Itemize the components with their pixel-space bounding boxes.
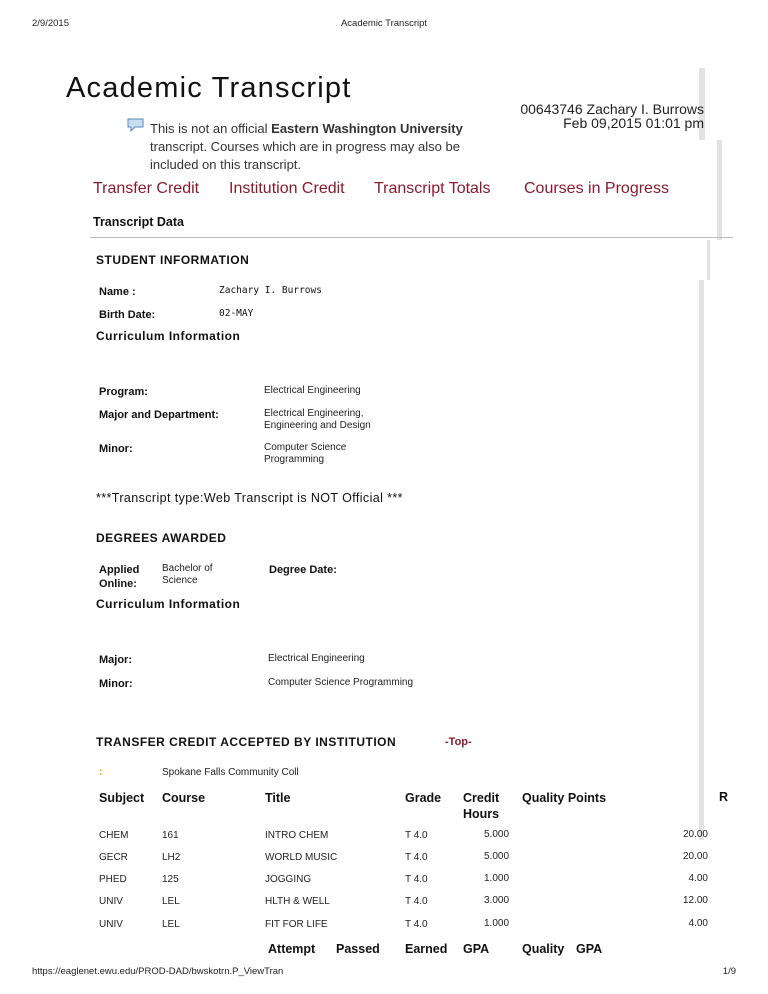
section-degrees-awarded: DEGREES AWARDED bbox=[96, 531, 227, 545]
table-row-credit: 5.000 bbox=[484, 851, 510, 862]
table-row-grade: T 4.0 bbox=[405, 919, 428, 930]
transcript-type: ***Transcript type:Web Transcript is NOT Official *** bbox=[96, 491, 403, 505]
col-course: Course bbox=[162, 791, 206, 805]
section-student-information: STUDENT INFORMATION bbox=[96, 253, 250, 267]
table-row-subject: UNIV bbox=[99, 919, 123, 930]
degree-date-label: Degree Date: bbox=[269, 564, 337, 576]
col-title: Title bbox=[265, 791, 291, 805]
col-credit-hours: Credit Hours bbox=[463, 791, 500, 821]
print-title: Academic Transcript bbox=[340, 18, 428, 29]
table-row-subject: CHEM bbox=[99, 830, 129, 841]
program-label: Program: bbox=[99, 386, 148, 398]
degree-minor-label: Minor: bbox=[99, 678, 133, 690]
table-row-course: 125 bbox=[162, 874, 179, 885]
university-name: Eastern Washington University bbox=[271, 121, 463, 136]
degree-major-label: Major: bbox=[99, 654, 132, 666]
table-row-grade: T 4.0 bbox=[405, 874, 428, 885]
degree-name: Bachelor of Science bbox=[162, 563, 213, 586]
table-row-course: LEL bbox=[162, 919, 180, 930]
table-row-grade: T 4.0 bbox=[405, 852, 428, 863]
scroll-bar-decoration bbox=[707, 240, 710, 280]
totals-gpa-hours: GPA bbox=[463, 942, 490, 956]
nav-institution-credit[interactable]: Institution Credit bbox=[229, 180, 345, 197]
table-row-title: HLTH & WELL bbox=[265, 896, 330, 907]
col-r: R bbox=[719, 790, 729, 804]
scroll-bar-decoration bbox=[699, 280, 704, 840]
table-row-title: WORLD MUSIC bbox=[265, 852, 338, 863]
top-link[interactable]: -Top- bbox=[445, 736, 472, 748]
table-row-subject: GECR bbox=[99, 852, 128, 863]
program-value: Electrical Engineering bbox=[264, 385, 361, 396]
table-row-grade: T 4.0 bbox=[405, 896, 428, 907]
info-icon bbox=[127, 118, 145, 137]
totals-earned: Earned bbox=[405, 942, 448, 956]
table-row-points: 20.00 bbox=[682, 851, 708, 862]
institution-name: Spokane Falls Community Coll bbox=[162, 767, 299, 778]
table-row-credit: 1.000 bbox=[484, 873, 510, 884]
table-row-points: 12.00 bbox=[682, 895, 708, 906]
student-id-name: 00643746 Zachary I. Burrows bbox=[520, 101, 704, 117]
scroll-bar-decoration bbox=[717, 140, 722, 240]
degree-curriculum-label: Curriculum Information bbox=[96, 597, 241, 611]
major-department-value: Electrical Engineering, Engineering and Design bbox=[264, 408, 371, 431]
section-transfer-credit: TRANSFER CREDIT ACCEPTED BY INSTITUTION bbox=[96, 735, 397, 749]
nav-transcript-totals[interactable]: Transcript Totals bbox=[374, 180, 491, 197]
degree-minor-value: Computer Science Programming bbox=[268, 677, 414, 688]
col-quality-points: Quality Points bbox=[522, 791, 607, 805]
report-datetime: Feb 09,2015 01:01 pm bbox=[563, 115, 704, 131]
totals-passed: Passed bbox=[336, 942, 380, 956]
table-row-points: 20.00 bbox=[682, 829, 708, 840]
totals-gpa: GPA bbox=[576, 942, 603, 956]
curriculum-information-label: Curriculum Information bbox=[96, 329, 241, 343]
degree-major-value: Electrical Engineering bbox=[268, 653, 365, 664]
totals-attempt: Attempt bbox=[268, 942, 316, 956]
table-row-subject: PHED bbox=[99, 874, 127, 885]
col-grade: Grade bbox=[405, 791, 442, 805]
student-name: Zachary I. Burrows bbox=[219, 285, 322, 296]
print-page-number: 1/9 bbox=[722, 966, 736, 977]
print-url: https://eaglenet.ewu.edu/PROD-DAD/bwskotrn.P_ViewTran bbox=[32, 966, 284, 977]
table-row-course: LEL bbox=[162, 896, 180, 907]
institution-colon: : bbox=[99, 766, 103, 778]
birth-date: 02-MAY bbox=[219, 308, 254, 319]
applied-online-label: Applied Online: bbox=[99, 564, 140, 590]
table-row-credit: 3.000 bbox=[484, 895, 510, 906]
page-title: Academic Transcript bbox=[66, 72, 352, 104]
table-row-title: JOGGING bbox=[265, 874, 312, 885]
table-row-credit: 1.000 bbox=[484, 918, 510, 929]
divider bbox=[90, 237, 733, 238]
nav-transfer-credit[interactable]: Transfer Credit bbox=[93, 180, 200, 197]
table-row-points: 4.00 bbox=[688, 873, 708, 884]
minor-label: Minor: bbox=[99, 443, 133, 455]
table-row-course: 161 bbox=[162, 830, 179, 841]
transcript-data-label: Transcript Data bbox=[93, 215, 185, 229]
table-row-grade: T 4.0 bbox=[405, 830, 428, 841]
totals-quality: Quality bbox=[522, 942, 565, 956]
col-subject: Subject bbox=[99, 791, 145, 805]
major-department-label: Major and Department: bbox=[99, 409, 219, 421]
unofficial-notice: This is not an official Eastern Washington University transcript. Courses which are in progress may also be included on this transcript. bbox=[150, 121, 463, 172]
name-label: Name : bbox=[99, 286, 136, 298]
birth-date-label: Birth Date: bbox=[99, 309, 156, 321]
table-row-points: 4.00 bbox=[688, 918, 708, 929]
table-row-title: INTRO CHEM bbox=[265, 830, 329, 841]
table-row-course: LH2 bbox=[162, 852, 181, 863]
table-row-title: FIT FOR LIFE bbox=[265, 919, 328, 930]
minor-value: Computer Science Programming bbox=[264, 442, 347, 465]
table-row-credit: 5.000 bbox=[484, 829, 510, 840]
print-date: 2/9/2015 bbox=[32, 18, 69, 29]
nav-courses-in-progress[interactable]: Courses in Progress bbox=[524, 180, 669, 197]
table-row-subject: UNIV bbox=[99, 896, 123, 907]
